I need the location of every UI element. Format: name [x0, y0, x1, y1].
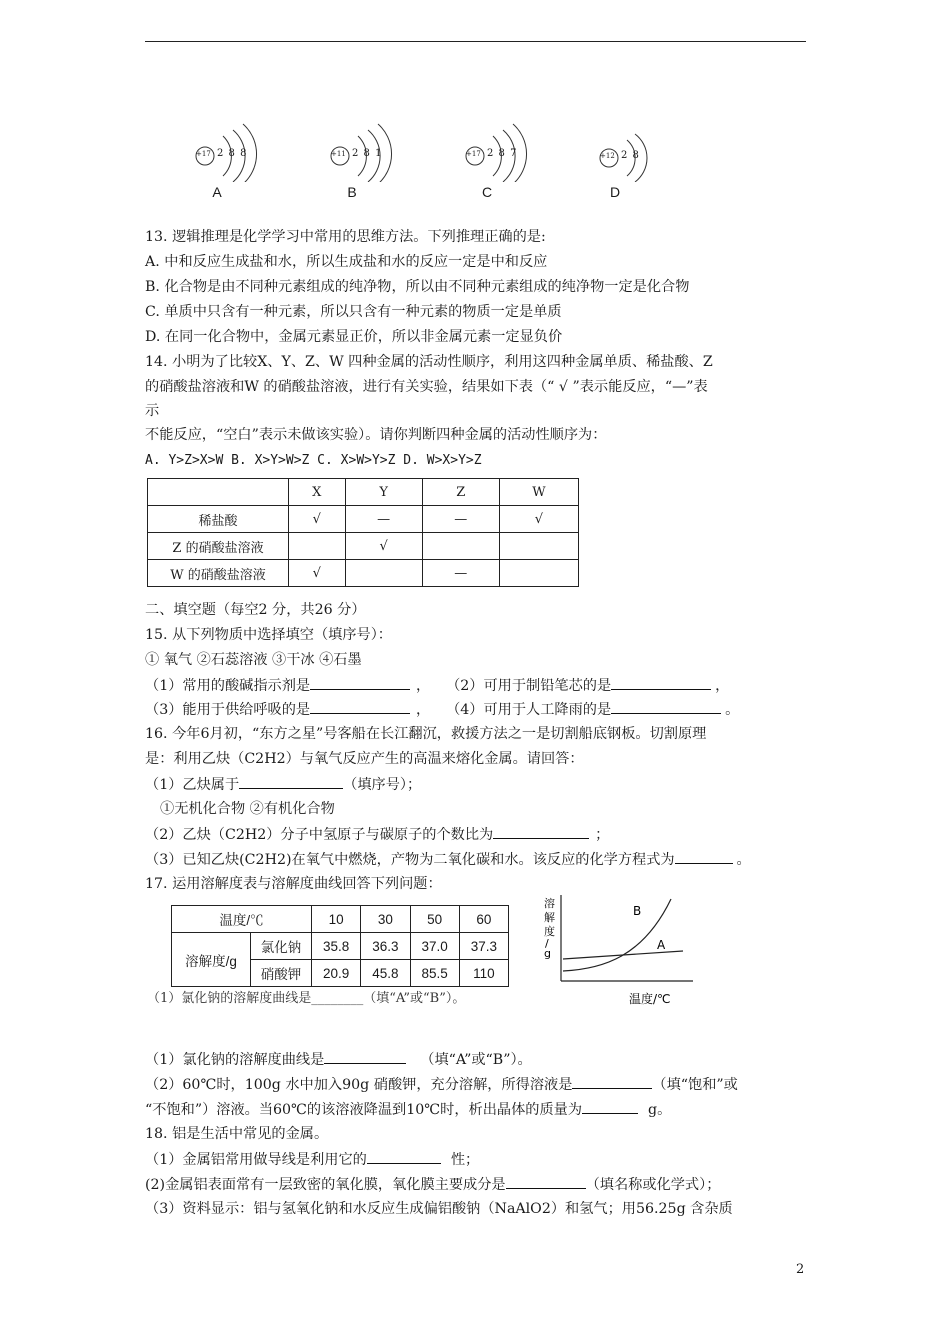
atom-diagram-a	[193, 112, 283, 204]
q17-stem: 17. 运用溶解度表与溶解度曲线回答下列问题：	[145, 876, 442, 892]
table-cell: 50	[410, 906, 459, 933]
table-cell: —	[345, 506, 422, 533]
table-cell: 37.3	[459, 933, 508, 960]
answer-blank[interactable]	[611, 699, 721, 714]
q16-part-2-text: （2）乙炔（C2H2）分子中氢原子与碳原子的个数比为	[145, 827, 494, 843]
atom-a-label: A	[212, 184, 222, 200]
table-cell: 45.8	[361, 960, 410, 987]
atom-c-nucleus: +17	[466, 150, 481, 158]
q15-line-2	[145, 699, 743, 720]
separator: ，	[415, 702, 431, 718]
table-row	[172, 933, 509, 960]
y-axis-label-4: /	[545, 937, 549, 950]
series-a-label: A	[657, 938, 666, 952]
q18-part-3: （3）资料显示：铝与氢氧化钠和水反应生成偏铝酸钠（NaAlO2）和氢气；用56.25g 含杂质	[145, 1201, 733, 1217]
q13-stem: 13. 逻辑推理是化学学习中常用的思维方法。下列推理正确的是:	[145, 229, 546, 245]
q16-part-1-text: （1）乙炔属于	[145, 777, 240, 793]
figure-caption: （1）氯化钠的溶解度曲线是________（填“A”或“B”）。	[147, 991, 466, 1006]
answer-blank[interactable]	[310, 699, 410, 714]
y-axis-label-1: 溶	[544, 897, 555, 910]
atom-d-label: D	[609, 184, 621, 200]
q14-line-4: 不能反应，“空白”表示未做该实验）。请你判断四种金属的活动性顺序为：	[145, 427, 607, 443]
q15-choices: ① 氧气 ②石蕊溶液 ③干冰 ④石墨	[145, 652, 362, 668]
q15-line-1	[145, 675, 733, 696]
q14-line-1: 14. 小明为了比较X、Y、Z、W 四种金属的活动性顺序，利用这四种金属单质、稀盐酸、Z	[145, 354, 713, 370]
q18-part-2-end: （填名称或化学式）；	[585, 1177, 721, 1193]
atom-d-shells: 2 8	[621, 150, 640, 161]
table-cell: √	[499, 506, 578, 533]
table-row	[148, 560, 579, 587]
q17-part-1-end: （填“A”或“B”）。	[420, 1052, 532, 1068]
table-cell: W 的硝酸盐溶液	[148, 560, 289, 587]
table-cell	[422, 533, 499, 560]
q15-part-2: （2）可用于制铅笔芯的是	[446, 678, 612, 694]
atom-diagram-d	[597, 112, 687, 204]
answer-blank[interactable]	[675, 849, 733, 864]
answer-blank[interactable]	[582, 1099, 638, 1114]
q16-part-1-end: （填序号）；	[343, 777, 422, 793]
table-header-row	[172, 906, 509, 933]
y-axis-label-3: 度	[544, 925, 555, 938]
answer-blank[interactable]	[367, 1149, 441, 1164]
q18-part-2-text: (2)金属铝表面常有一层致密的氧化膜，氧化膜主要成分是	[145, 1177, 506, 1193]
answer-blank[interactable]	[493, 824, 589, 839]
q13-option-a: A. 中和反应生成盐和水，所以生成盐和水的反应一定是中和反应	[145, 254, 548, 270]
atom-b-nucleus: +11	[331, 150, 346, 158]
x-axis-label: 温度/℃	[629, 992, 671, 1006]
temp-label: 温度/℃	[172, 906, 312, 933]
series-b-line	[563, 899, 671, 971]
atom-b-shells: 2 8 1	[352, 148, 383, 159]
q15-part-1: （1）常用的酸碱指示剂是	[145, 678, 311, 694]
q17-part-2a-text: （2）60℃时，100g 水中加入90g 硝酸钾，充分溶解，所得溶液是	[145, 1077, 573, 1093]
q18-part-1	[145, 1149, 479, 1170]
answer-blank[interactable]	[572, 1074, 652, 1089]
table-cell: 硝酸钾	[251, 960, 312, 987]
solubility-curve-chart	[533, 893, 703, 1011]
atom-d-nucleus: +12	[600, 152, 615, 160]
table-cell	[148, 479, 289, 506]
q17-part-1-text: （1）氯化钠的溶解度曲线是	[145, 1052, 325, 1068]
table-cell	[289, 533, 346, 560]
q17-part-1	[145, 1049, 532, 1070]
table-cell: 20.9	[312, 960, 361, 987]
table-cell: √	[289, 560, 346, 587]
q14-line-3: 示	[145, 403, 160, 419]
answer-blank[interactable]	[611, 675, 711, 690]
table-cell: 35.8	[312, 933, 361, 960]
solubility-table	[171, 905, 509, 987]
table-cell: 60	[459, 906, 508, 933]
table-header-w: W	[499, 479, 578, 506]
table-cell: 氯化钠	[251, 933, 312, 960]
table-header-row	[148, 479, 579, 506]
q15-part-3: （3）能用于供给呼吸的是	[145, 702, 311, 718]
table-cell	[345, 560, 422, 587]
atom-diagram-c	[463, 112, 553, 204]
table-cell	[499, 533, 578, 560]
q15-part-4: （4）可用于人工降雨的是	[446, 702, 612, 718]
table-header-y: Y	[345, 479, 422, 506]
q16-part-3-text: （3）已知乙炔(C2H2)在氧气中燃烧，产物为二氧化碳和水。该反应的化学方程式为	[145, 852, 675, 868]
table-cell: 37.0	[410, 933, 459, 960]
q16-line-2: 是：利用乙炔（C2H2）与氧气反应产生的高温来熔化金属。请回答：	[145, 751, 584, 767]
q13-option-d: D. 在同一化合物中，金属元素显正价，所以非金属元素一定显负价	[145, 329, 563, 345]
q13-option-b: B. 化合物是由不同种元素组成的纯净物，所以由不同种元素组成的纯净物一定是化合物	[145, 279, 690, 295]
q16-line-1: 16. 今年6月初，“东方之星”号客船在长江翻沉，救援方法之一是切割船底钢板。切割原理	[145, 726, 707, 742]
atom-a-nucleus: +17	[196, 150, 211, 158]
q18-stem: 18. 铝是生活中常见的金属。	[145, 1126, 329, 1142]
answer-blank[interactable]	[239, 774, 343, 789]
q15-stem: 15. 从下列物质中选择填空（填序号）：	[145, 627, 392, 643]
q17-part-2d-text: g。	[648, 1102, 672, 1118]
atom-diagram-b	[328, 112, 418, 204]
q13-option-c: C. 单质中只含有一种元素，所以只含有一种元素的物质一定是单质	[145, 304, 562, 320]
q18-part-2	[145, 1174, 720, 1195]
header-rule	[145, 41, 806, 42]
y-axis-label-5: g	[544, 947, 551, 960]
q16-part-2-end: ；	[595, 827, 610, 843]
table-cell: 36.3	[361, 933, 410, 960]
q17-part-2c	[145, 1099, 671, 1120]
q16-part-2	[145, 824, 615, 845]
series-b-label: B	[633, 904, 642, 918]
atom-c-shells: 2 8 7	[487, 148, 518, 159]
q17-figure	[145, 893, 705, 1011]
section-2-heading: 二、填空题（每空2 分，共26 分）	[145, 602, 366, 618]
q14-result-table	[147, 478, 579, 587]
q14-options: A. Y>Z>X>W B. X>Y>W>Z C. X>W>Y>Z D. W>X>Y>Z	[145, 453, 482, 468]
table-cell: 30	[361, 906, 410, 933]
table-cell: —	[422, 560, 499, 587]
table-header-x: X	[289, 479, 346, 506]
table-cell: —	[422, 506, 499, 533]
atom-a-shells: 2 8 8	[217, 148, 248, 159]
table-cell: 稀盐酸	[148, 506, 289, 533]
atom-c-label: C	[481, 184, 493, 200]
q17-part-2b-text: （填“饱和”或	[652, 1077, 738, 1093]
table-cell: Z 的硝酸盐溶液	[148, 533, 289, 560]
y-axis-label-2: 解	[544, 911, 555, 924]
separator: 。	[725, 702, 740, 718]
separator: ，	[415, 678, 431, 694]
answer-blank[interactable]	[310, 675, 410, 690]
table-cell	[499, 560, 578, 587]
separator: ，	[715, 678, 730, 694]
q17-part-2a	[145, 1074, 738, 1095]
table-cell: √	[345, 533, 422, 560]
q18-part-1-text: （1）金属铝常用做导线是利用它的	[145, 1152, 367, 1168]
answer-blank[interactable]	[324, 1049, 406, 1064]
q16-options: ①无机化合物 ②有机化合物	[160, 801, 335, 817]
page-number: 2	[796, 1262, 805, 1277]
answer-blank[interactable]	[506, 1174, 586, 1189]
table-cell: 10	[312, 906, 361, 933]
table-cell: 110	[459, 960, 508, 987]
table-row	[148, 506, 579, 533]
q18-part-1-end: 性；	[450, 1152, 480, 1168]
solubility-label: 溶解度/g	[172, 933, 251, 987]
table-cell: √	[289, 506, 346, 533]
q16-part-3	[145, 849, 755, 870]
table-header-z: Z	[422, 479, 499, 506]
q16-part-3-end: 。	[736, 852, 751, 868]
q17-part-2c-text: “不饱和”）溶液。当60℃的该溶液降温到10℃时，析出晶体的质量为	[145, 1102, 583, 1118]
q16-part-1	[145, 774, 421, 795]
table-row	[148, 533, 579, 560]
table-cell: 85.5	[410, 960, 459, 987]
atom-b-label: B	[347, 184, 357, 200]
q14-line-2: 的硝酸盐溶液和W 的硝酸盐溶液，进行有关实验，结果如下表（“ √ ”表示能反应，“—”表	[145, 379, 708, 395]
atom-structure-figure	[145, 112, 806, 207]
